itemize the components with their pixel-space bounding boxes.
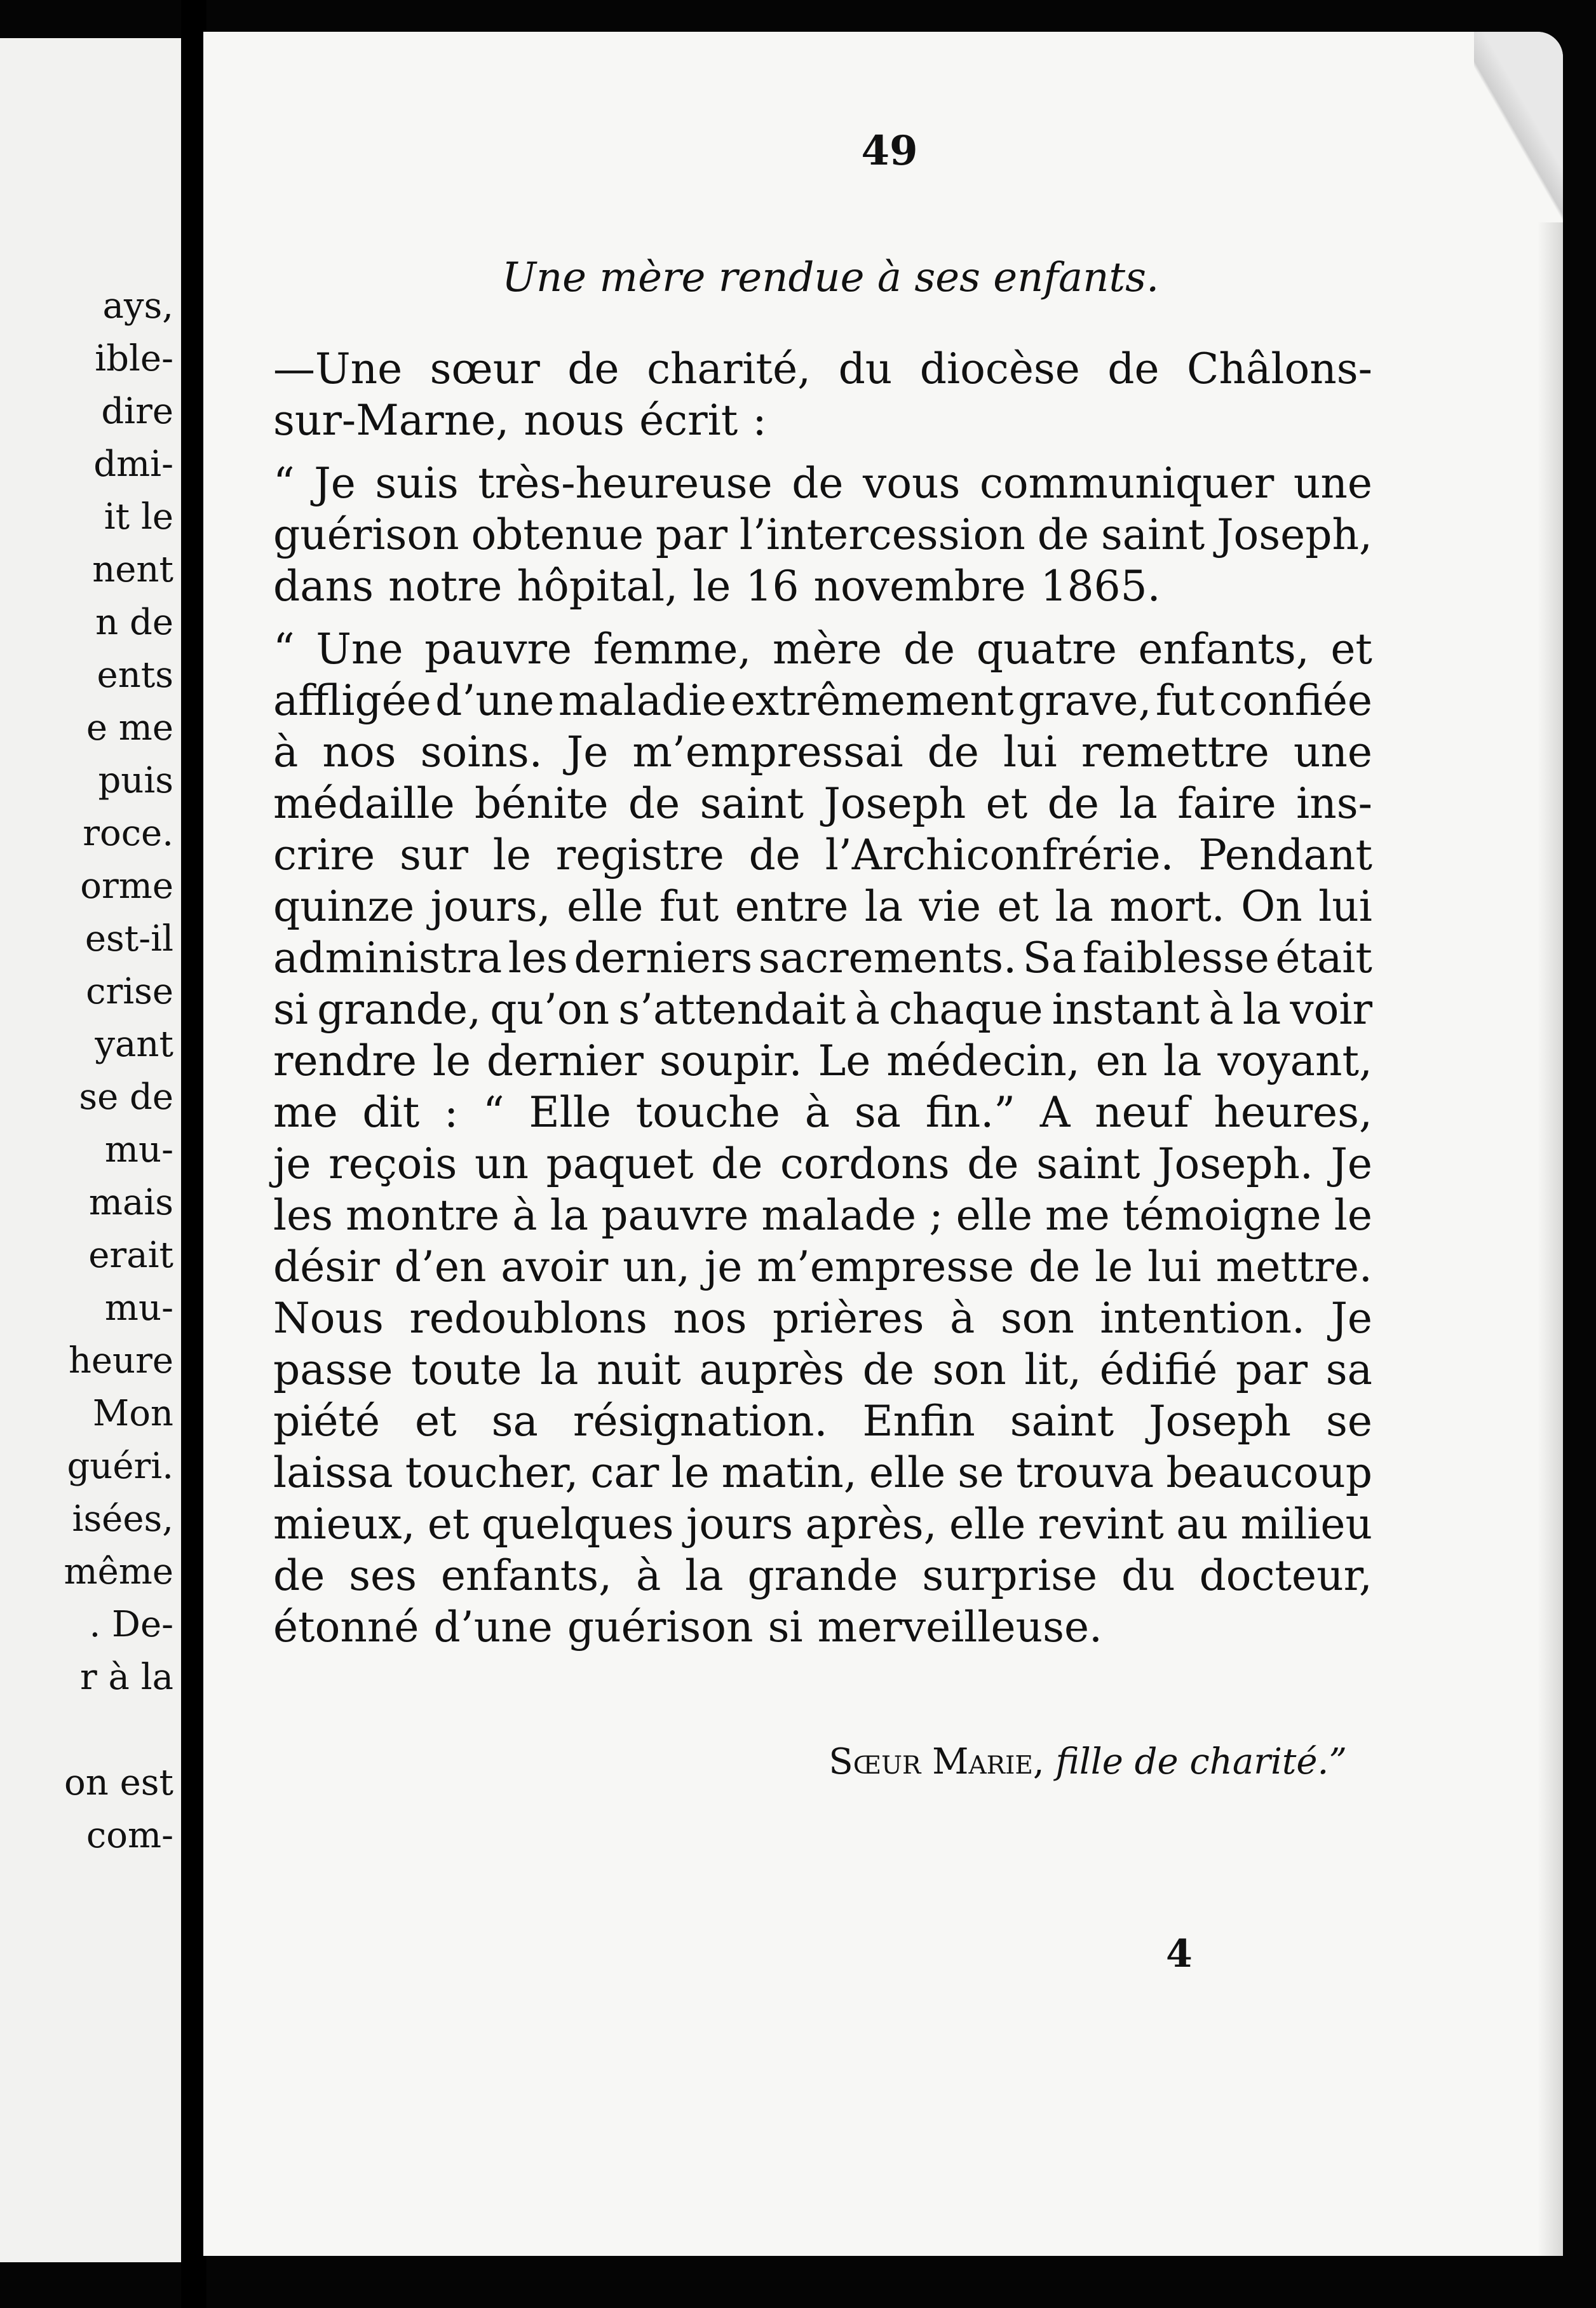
word: —Une (273, 344, 403, 393)
word: fut (659, 882, 719, 931)
word: lui (1318, 882, 1372, 931)
previous-page-line (64, 1704, 173, 1756)
word: matin, (721, 1448, 857, 1497)
previous-page-line: . De- (89, 1604, 173, 1645)
word: sa (491, 1397, 538, 1446)
word: à (273, 728, 299, 777)
word: de (711, 1139, 763, 1188)
word: Enfin (862, 1397, 975, 1446)
word: avoir (501, 1242, 609, 1291)
word: pauvre (601, 1191, 749, 1240)
word: de (1028, 1242, 1081, 1291)
word: d’une (433, 1603, 553, 1652)
previous-page-line: même (64, 1551, 173, 1592)
previous-page-fragment (0, 38, 181, 2262)
word: Sa (1022, 933, 1077, 982)
word: ; (929, 1191, 943, 1240)
word: le (671, 1448, 710, 1497)
word: et (427, 1500, 470, 1549)
word: résignation. (572, 1397, 828, 1446)
word: extrêmement (730, 676, 1014, 725)
word: beaucoup (1166, 1448, 1372, 1497)
word: saint (1010, 1397, 1114, 1446)
word: heures, (1214, 1088, 1372, 1137)
previous-page-line: it le (104, 496, 173, 538)
word: à (635, 1551, 661, 1600)
word: grave, (1018, 676, 1152, 725)
text-line (273, 675, 1372, 726)
word: mort. (1109, 882, 1225, 931)
word: suis (375, 459, 459, 508)
word: Nous (273, 1294, 384, 1343)
previous-page-line: mu- (104, 1129, 173, 1171)
word: du (1121, 1551, 1175, 1600)
word: médaille (273, 779, 455, 828)
word: était (1275, 933, 1372, 982)
word: me (273, 1088, 338, 1137)
word: se (957, 1448, 1004, 1497)
word: Une (316, 625, 403, 674)
previous-page-line: Mon (92, 1393, 173, 1434)
word: saint (700, 779, 804, 828)
word: instant (1052, 985, 1200, 1034)
previous-page-line: on est (64, 1762, 173, 1803)
text-line (273, 1395, 1372, 1447)
word: neuf (1095, 1088, 1189, 1137)
word: Je (1330, 1294, 1372, 1343)
previous-page-line: nent (92, 549, 173, 590)
word: à (1208, 985, 1234, 1034)
text-line (273, 1241, 1372, 1293)
word: faiblesse (1082, 933, 1269, 982)
text-line (273, 726, 1372, 778)
word: 1865. (1040, 562, 1161, 611)
word: novembre (813, 562, 1026, 611)
word: au (1176, 1500, 1229, 1549)
word: obtenue (471, 510, 644, 559)
word: dans (273, 562, 374, 611)
word: : (752, 396, 767, 445)
word: de (628, 779, 680, 828)
word: vous (863, 459, 961, 508)
word: ses (349, 1551, 417, 1600)
previous-page-line: se de (79, 1076, 173, 1118)
word: mettre. (1215, 1242, 1372, 1291)
word: paquet (546, 1139, 694, 1188)
text-line (273, 343, 1372, 395)
word: “ (273, 459, 295, 508)
word: docteur, (1199, 1551, 1372, 1600)
word: milieu (1240, 1500, 1372, 1549)
text-line (273, 1447, 1372, 1498)
word: Joseph, (1217, 510, 1372, 559)
word: redoublons (409, 1294, 647, 1343)
word: la (550, 1191, 589, 1240)
word: de (273, 1551, 325, 1600)
text-line (273, 1190, 1372, 1241)
word: son (932, 1345, 1006, 1394)
word: voir (1290, 985, 1372, 1034)
word: hôpital, (517, 562, 679, 611)
word: les (273, 1191, 334, 1240)
word: dernier (486, 1036, 644, 1085)
word: un, (623, 1242, 691, 1291)
word: très-heureuse (478, 459, 773, 508)
word: quelques (481, 1500, 674, 1549)
text-line (273, 509, 1372, 560)
word: je (704, 1242, 743, 1291)
word: sur (400, 831, 468, 879)
word: le (492, 831, 531, 879)
word: nuit (597, 1345, 681, 1394)
previous-page-line: guéri. (67, 1446, 173, 1487)
word: la (1242, 985, 1282, 1034)
word: 16 (745, 562, 799, 611)
word: soins. (420, 728, 543, 777)
previous-page-text (64, 280, 173, 1862)
word: écrit (639, 396, 738, 445)
word: ins- (1296, 779, 1372, 828)
word: communiquer (979, 459, 1275, 508)
word: “ (273, 625, 295, 674)
word: quatre (976, 625, 1117, 674)
previous-page-line: est-il (85, 918, 173, 960)
word: vie (919, 882, 982, 931)
text-line (273, 1344, 1372, 1395)
word: intention. (1100, 1294, 1305, 1343)
word: m’empresse (757, 1242, 1015, 1291)
word: le (432, 1036, 471, 1085)
word: toucher, (405, 1448, 579, 1497)
paragraph-gap (273, 612, 1372, 623)
word: A (1039, 1088, 1071, 1137)
word: enfants, (1138, 625, 1309, 674)
word: lui (1003, 728, 1057, 777)
text-line (273, 778, 1372, 829)
text-line (273, 1601, 1372, 1653)
word: fin.” (925, 1088, 1016, 1137)
word: sa (854, 1088, 902, 1137)
word: touche (635, 1088, 780, 1137)
word: “ (483, 1088, 504, 1137)
word: à (512, 1191, 538, 1240)
word: passe (273, 1345, 393, 1394)
word: les (508, 933, 568, 982)
article-body (273, 343, 1372, 1653)
previous-page-line: yant (95, 1024, 173, 1065)
word: pauvre (424, 625, 572, 674)
word: la (1055, 882, 1093, 931)
previous-page-line: com- (86, 1815, 173, 1856)
word: jours, (430, 882, 551, 931)
previous-page-line: orme (80, 866, 173, 907)
word: de (1107, 344, 1160, 393)
word: m’empressai (632, 728, 903, 777)
word: merveilleuse. (817, 1603, 1102, 1652)
word: charité, (647, 344, 811, 393)
word: car (590, 1448, 659, 1497)
word: à (804, 1088, 830, 1137)
word: prières (773, 1294, 924, 1343)
word: notre (388, 562, 503, 611)
word: Le (818, 1036, 871, 1085)
word: laissa (273, 1448, 393, 1497)
page-number: 49 (861, 127, 918, 175)
word: Je (1330, 1139, 1372, 1188)
word: enfants, (440, 1551, 612, 1600)
word: crire (273, 831, 375, 879)
word: la (685, 1551, 724, 1600)
word: témoigne (1122, 1191, 1322, 1240)
word: de (1037, 510, 1090, 559)
word: piété (273, 1397, 380, 1446)
word: mère (772, 625, 883, 674)
text-line (273, 932, 1372, 984)
text-line (273, 1138, 1372, 1190)
word: l’Archiconfrérie. (825, 831, 1174, 879)
word: édifié (1099, 1345, 1218, 1394)
previous-page-line: isées, (72, 1498, 173, 1540)
word: et (997, 882, 1039, 931)
word: nos (322, 728, 396, 777)
word: auprès (699, 1345, 845, 1394)
word: femme, (593, 625, 752, 674)
article-title: Une mère rendue à ses enfants. (502, 254, 1160, 301)
word: chaque (888, 985, 1043, 1034)
word: sœur (429, 344, 540, 393)
word: du (838, 344, 893, 393)
word: dit (362, 1088, 420, 1137)
previous-page-line: dire (101, 391, 173, 432)
word: de (967, 1139, 1019, 1188)
word: guérison (567, 1603, 754, 1652)
word: sur-Marne, (273, 396, 510, 445)
word: voyant, (1217, 1036, 1372, 1085)
word: malade (761, 1191, 917, 1240)
text-line (273, 1293, 1372, 1344)
text-line (273, 560, 1372, 612)
word: grande (747, 1551, 898, 1600)
page-corner-fold (1474, 32, 1563, 222)
word: qu’on (490, 985, 610, 1034)
word: entre (734, 882, 849, 931)
previous-page-line: n de (95, 602, 173, 643)
word: d’en (394, 1242, 487, 1291)
word: se (1326, 1397, 1372, 1446)
word: le (1334, 1191, 1372, 1240)
text-line (273, 881, 1372, 932)
word: trouva (1016, 1448, 1154, 1497)
text-line (273, 1550, 1372, 1601)
word: maladie (558, 676, 727, 725)
word: elle (567, 882, 644, 931)
word: désir (273, 1242, 380, 1291)
signature (775, 1741, 1347, 1782)
book-gutter (181, 0, 206, 2308)
word: de (748, 831, 801, 879)
word: si (768, 1603, 803, 1652)
word: : (444, 1088, 459, 1137)
word: nos (673, 1294, 747, 1343)
word: le (1095, 1242, 1133, 1291)
word: étonné (273, 1603, 419, 1652)
word: Je (314, 459, 356, 508)
word: reçois (328, 1139, 457, 1188)
word: elle (949, 1500, 1026, 1549)
word: son (1000, 1294, 1074, 1343)
word: lit, (1024, 1345, 1082, 1394)
word: derniers (574, 933, 753, 982)
previous-page-line: heure (68, 1340, 173, 1381)
text-line (273, 395, 1372, 446)
word: médecin, (886, 1036, 1080, 1085)
word: fut (1155, 676, 1215, 725)
word: faire (1177, 779, 1276, 828)
word: Joseph. (1158, 1139, 1313, 1188)
word: sa (1325, 1345, 1372, 1394)
word: après, (805, 1500, 937, 1549)
word: Pendant (1198, 831, 1372, 879)
word: par (655, 510, 728, 559)
previous-page-line: r à la (79, 1657, 173, 1698)
word: de (862, 1345, 914, 1394)
main-page (203, 32, 1563, 2256)
word: On (1241, 882, 1302, 931)
word: le (693, 562, 731, 611)
word: saint (1036, 1139, 1140, 1188)
word: un (474, 1139, 529, 1188)
word: une (1293, 728, 1372, 777)
word: remettre (1081, 728, 1269, 777)
text-line (273, 984, 1372, 1035)
previous-page-line: e me (86, 707, 173, 749)
previous-page-line: puis (98, 760, 173, 801)
word: de (567, 344, 619, 393)
word: s’attendait (618, 985, 846, 1034)
word: en (1095, 1036, 1148, 1085)
previous-page-line: ible- (95, 338, 173, 379)
previous-page-line: ents (97, 655, 173, 696)
signature-mark: 4 (1166, 1932, 1193, 1976)
word: de (1047, 779, 1099, 828)
word: une (1293, 459, 1372, 508)
word: de (927, 728, 979, 777)
word: elle (956, 1191, 1032, 1240)
word: registre (555, 831, 724, 879)
previous-page-line: mais (88, 1182, 173, 1223)
word: et (985, 779, 1028, 828)
word: surprise (922, 1551, 1098, 1600)
word: Joseph (823, 779, 966, 828)
word: la (864, 882, 903, 931)
previous-page-line: ays, (102, 285, 173, 327)
word: elle (869, 1448, 946, 1497)
page-edge-shadow (1538, 222, 1563, 2256)
word: Elle (529, 1088, 611, 1137)
word: l’intercession (739, 510, 1025, 559)
word: si (273, 985, 308, 1034)
word: la (1163, 1036, 1202, 1085)
paragraph-gap (273, 446, 1372, 458)
text-line (273, 1035, 1372, 1087)
word: sacrements. (758, 933, 1017, 982)
word: revint (1038, 1500, 1164, 1549)
word: de (903, 625, 956, 674)
word: et (415, 1397, 457, 1446)
previous-page-line: erait (88, 1235, 173, 1276)
previous-page-line: dmi- (93, 444, 173, 485)
word: administra (273, 933, 503, 982)
text-line (273, 829, 1372, 881)
word: grande, (317, 985, 482, 1034)
text-line (273, 1498, 1372, 1550)
word: de (792, 459, 844, 508)
word: bénite (475, 779, 609, 828)
word: Je (566, 728, 609, 777)
word: jours (686, 1500, 794, 1549)
word: la (1119, 779, 1158, 828)
signature-name: Sœur Marie, (828, 1741, 1045, 1782)
previous-page-line: crise (86, 971, 173, 1012)
signature-role: fille de charité.” (1055, 1741, 1347, 1782)
word: la (540, 1345, 579, 1394)
word: diocèse (919, 344, 1080, 393)
word: affligée (273, 676, 431, 725)
text-line (273, 623, 1372, 675)
word: soupir. (659, 1036, 802, 1085)
word: cordons (780, 1139, 950, 1188)
word: toute (411, 1345, 522, 1394)
word: par (1235, 1345, 1308, 1394)
word: rendre (273, 1036, 417, 1085)
word: confiée (1219, 676, 1372, 725)
word: Châlons- (1187, 344, 1372, 393)
word: à (949, 1294, 975, 1343)
word: quinze (273, 882, 415, 931)
previous-page-line: roce. (83, 813, 173, 854)
word: à (855, 985, 880, 1034)
word: me (1045, 1191, 1110, 1240)
word: lui (1147, 1242, 1201, 1291)
word: je (273, 1139, 311, 1188)
text-line (273, 458, 1372, 509)
word: nous (524, 396, 625, 445)
previous-page-line: mu- (104, 1287, 173, 1329)
word: guérison (273, 510, 459, 559)
text-line (273, 1087, 1372, 1138)
word: montre (346, 1191, 500, 1240)
word: saint (1100, 510, 1205, 559)
word: et (1330, 625, 1372, 674)
word: Joseph (1149, 1397, 1292, 1446)
word: d’une (435, 676, 555, 725)
word: mieux, (273, 1500, 416, 1549)
